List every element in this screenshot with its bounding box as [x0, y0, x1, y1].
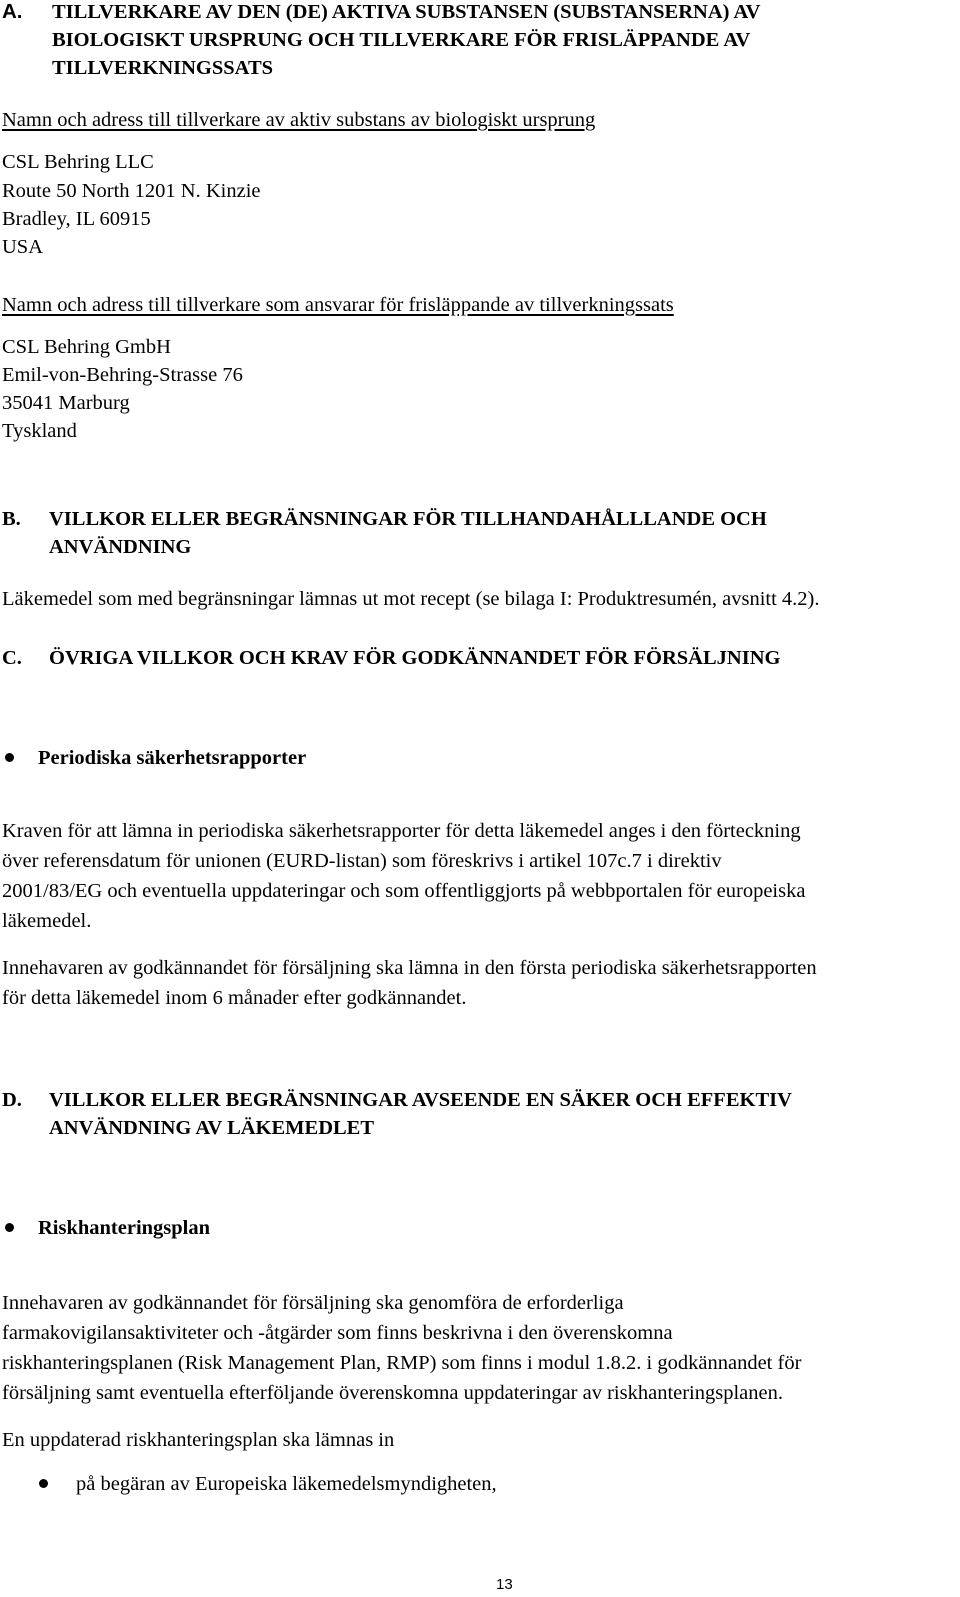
- section-c-letter: C.: [2, 647, 22, 669]
- section-a-heading-line-2: BIOLOGISKT URSPRUNG OCH TILLVERKARE FÖR FRISLÄPPANDE AV: [52, 29, 751, 51]
- psur-bullet-heading: Periodiska säkerhetsrapporter: [38, 747, 307, 769]
- bullet-icon: [5, 753, 14, 762]
- rmp-para1-line-2: farmakovigilansaktiviteter och -åtgärder som finns beskrivna i den överenskomna: [2, 1322, 673, 1344]
- bio-address-line-2: Route 50 North 1201 N. Kinzie: [2, 180, 261, 202]
- release-address-line-2: Emil-von-Behring-Strasse 76: [2, 364, 243, 386]
- release-address-line-1: CSL Behring GmbH: [2, 336, 171, 358]
- page-number: 13: [496, 1576, 513, 1593]
- psur-para1-line-3: 2001/83/EG och eventuella uppdateringar och som offentliggjorts på webbportalen för europeiska: [2, 880, 806, 902]
- psur-para2-line-2: för detta läkemedel inom 6 månader efter godkännandet.: [2, 987, 467, 1009]
- section-a-heading-line-3: TILLVERKNINGSSATS: [52, 57, 274, 79]
- bio-address-line-3: Bradley, IL 60915: [2, 208, 151, 230]
- psur-para1-line-1: Kraven för att lämna in periodiska säkerhetsrapporter för detta läkemedel anges i den förteckning: [2, 820, 801, 842]
- section-b-heading-line-1: VILLKOR ELLER BEGRÄNSNINGAR FÖR TILLHANDAHÅLLLANDE OCH: [49, 508, 767, 530]
- rmp-para1-line-3: riskhanteringsplanen (Risk Management Plan, RMP) som finns i modul 1.8.2. i godkännandet för: [2, 1352, 802, 1374]
- bio-address-line-4: USA: [2, 236, 44, 258]
- section-d-heading-line-2: ANVÄNDNING AV LÄKEMEDLET: [49, 1117, 375, 1139]
- rmp-para1-line-1: Innehavaren av godkännandet för försäljning ska genomföra de erforderliga: [2, 1292, 624, 1314]
- psur-para1-line-4: läkemedel.: [2, 910, 92, 932]
- section-d-heading-line-1: VILLKOR ELLER BEGRÄNSNINGAR AVSEENDE EN SÄKER OCH EFFEKTIV: [49, 1089, 792, 1111]
- section-a-heading-line-1: TILLVERKARE AV DEN (DE) AKTIVA SUBSTANSEN (SUBSTANSERNA) AV: [52, 1, 761, 23]
- section-a-letter: A.: [2, 0, 23, 23]
- release-address-line-3: 35041 Marburg: [2, 392, 130, 414]
- section-c-heading: ÖVRIGA VILLKOR OCH KRAV FÖR GODKÄNNANDET FÖR FÖRSÄLJNING: [49, 647, 781, 669]
- section-b-heading-line-2: ANVÄNDNING: [49, 536, 192, 558]
- section-b-text: Läkemedel som med begränsningar lämnas ut mot recept (se bilaga I: Produktresumén, avsnitt 4.2).: [2, 588, 820, 610]
- rmp-bullet-heading: Riskhanteringsplan: [38, 1217, 211, 1239]
- psur-para1-line-2: över referensdatum för unionen (EURD-listan) som föreskrivs i artikel 107c.7 i direktiv: [2, 850, 722, 872]
- release-address-line-4: Tyskland: [2, 420, 77, 442]
- psur-para2-line-1: Innehavaren av godkännandet för försäljning ska lämna in den första periodiska säkerhetsrapporten: [2, 957, 817, 979]
- section-d-letter: D.: [2, 1089, 22, 1111]
- bullet-icon: [39, 1479, 48, 1488]
- section-b-letter: B.: [2, 508, 21, 530]
- rmp-para1-line-4: försäljning samt eventuella efterföljande överenskomna uppdateringar av riskhanteringsplanen.: [2, 1382, 784, 1404]
- bio-address-line-1: CSL Behring LLC: [2, 151, 154, 173]
- bullet-icon: [5, 1223, 14, 1232]
- bio-manufacturer-label: Namn och adress till tillverkare av aktiv substans av biologiskt ursprung: [2, 109, 596, 131]
- rmp-list-item: på begäran av Europeiska läkemedelsmyndigheten,: [76, 1473, 497, 1495]
- rmp-para2: En uppdaterad riskhanteringsplan ska lämnas in: [2, 1429, 395, 1451]
- release-manufacturer-label: Namn och adress till tillverkare som ansvarar för frisläppande av tillverkningssats: [2, 294, 674, 316]
